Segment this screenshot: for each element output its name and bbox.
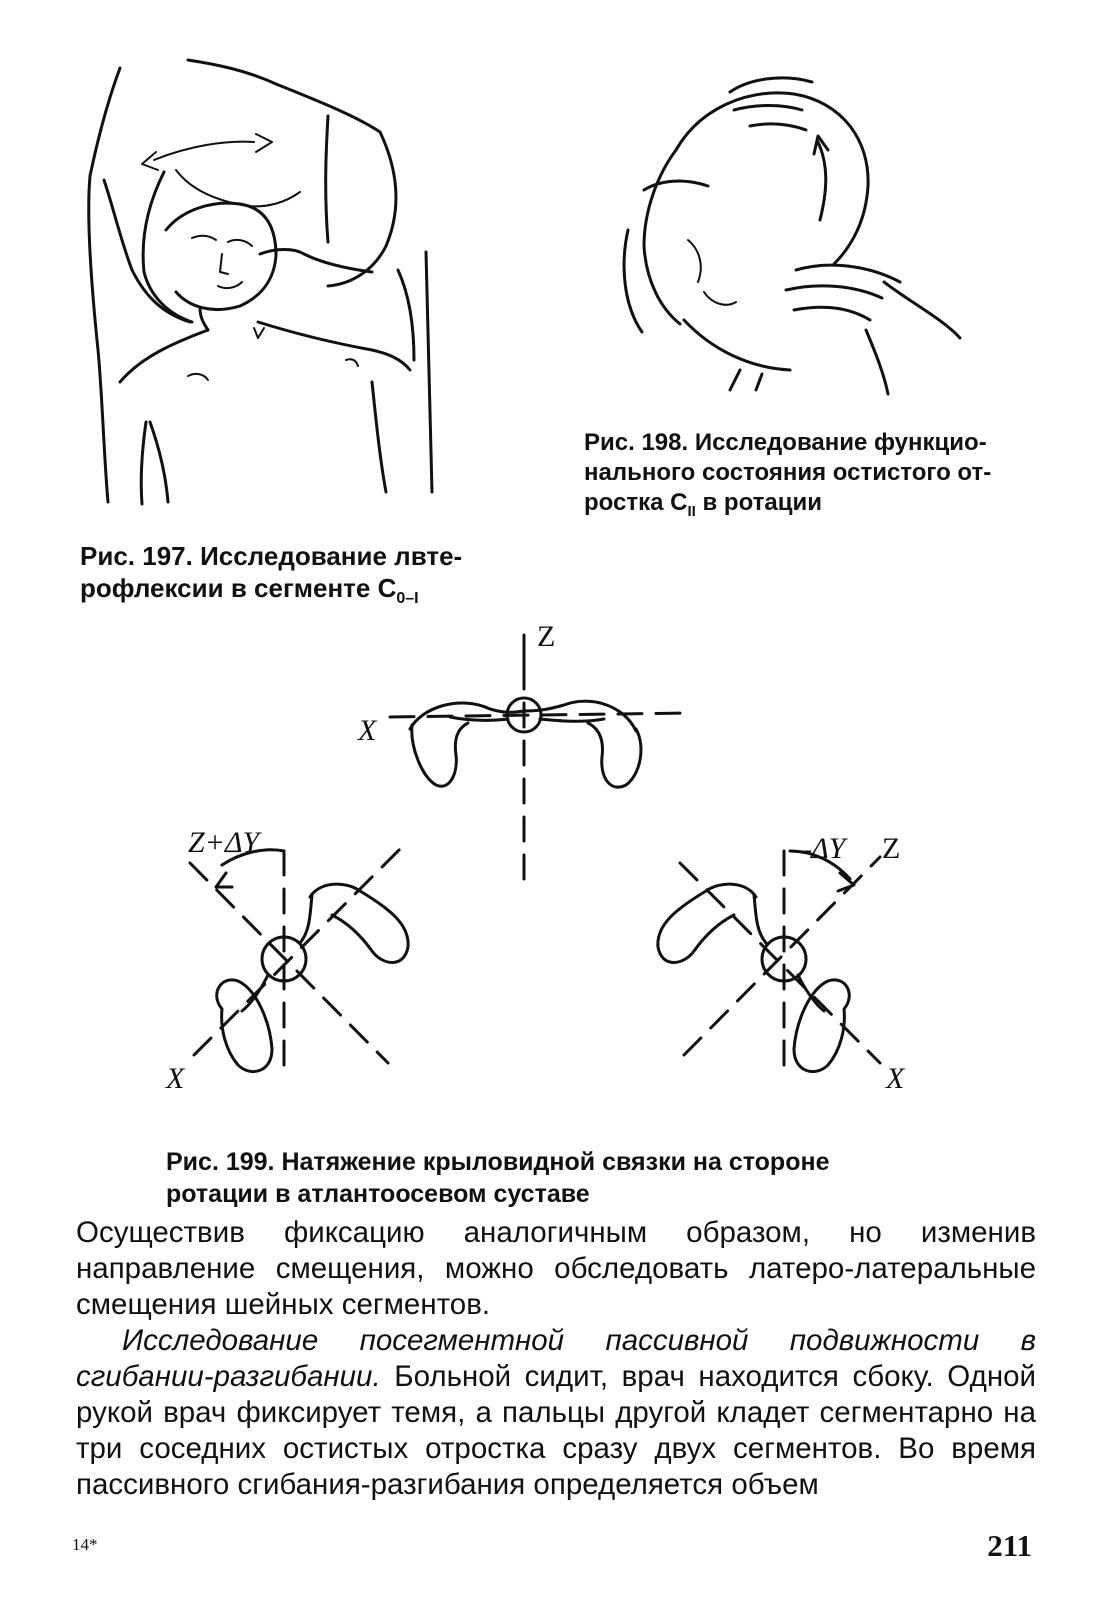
figure-198-drawing (624, 78, 960, 394)
body-paragraph-1: Осуществив фиксацию аналогичным образом, но изменив направление смещения, можно обследовать латеро-латеральные смещения шейных сегментов. (76, 1216, 1036, 1321)
figure-199-label: Рис. 199. (166, 1148, 275, 1176)
page-number: 211 (987, 1528, 1032, 1563)
axis-label-top-z: Z (537, 620, 556, 653)
figure-197-caption-line1: Исследование лвте- (200, 541, 463, 571)
body-text (76, 1215, 1036, 1503)
axis-label-right-delta: –ΔY (796, 832, 846, 865)
figure-199-left-vertebra (190, 849, 408, 1072)
figure-197-caption (80, 540, 462, 615)
figure-199-caption-line1: Натяжение крыловидной связки на стороне (281, 1148, 830, 1176)
figure-199-caption-line2: ротации в атлантоосевом суставе (166, 1180, 590, 1208)
axis-label-left-z-delta: Z+ΔY (188, 826, 260, 859)
figure-197-drawing (89, 60, 432, 504)
figure-197-subscript: 0–I (396, 590, 419, 608)
axis-label-left-x: X (166, 1062, 185, 1095)
figure-198-caption-line3: ростка C (584, 489, 688, 516)
figure-199-right-vertebra (658, 851, 880, 1072)
figure-198-subscript: II (687, 502, 696, 520)
axis-label-top-x: X (358, 714, 377, 747)
figure-199-top-vertebra (390, 635, 690, 885)
figure-197-illustration (80, 60, 470, 515)
figure-197-caption-line2: рофлексии в сегменте C (80, 573, 397, 603)
figure-198-caption (584, 428, 991, 527)
figure-198-label: Рис. 198. (584, 429, 689, 456)
body-paragraph-2-italic: Исследование посегментной пассивной подвижности в сгибании-разгибании. (76, 1324, 1036, 1393)
figure-198-caption-line2: нального состояния остистого от- (584, 459, 992, 486)
figure-198-caption-line3-tail: в ротации (695, 489, 822, 516)
figure-199-diagram (160, 625, 950, 1105)
figure-199-caption (166, 1146, 829, 1210)
figure-197-label: Рис. 197. (80, 541, 193, 571)
axis-label-right-z: Z (882, 832, 901, 865)
body-paragraph-2-rest: Больной сидит, врач находится сбоку. Одной рукой врач фиксирует темя, а пальцы другой кладет сегментарно на три соседних остистых отростка сразу двух сегментов. Во время пассивного сгибания-разгибания определяется объем (76, 1360, 1036, 1501)
body-paragraph-2 (76, 1323, 1036, 1503)
signature-mark: 14* (72, 1535, 98, 1554)
axis-label-right-x: X (886, 1062, 905, 1095)
figure-198-caption-line1: Исследование функцио- (694, 429, 987, 456)
figure-198-illustration (580, 70, 980, 400)
